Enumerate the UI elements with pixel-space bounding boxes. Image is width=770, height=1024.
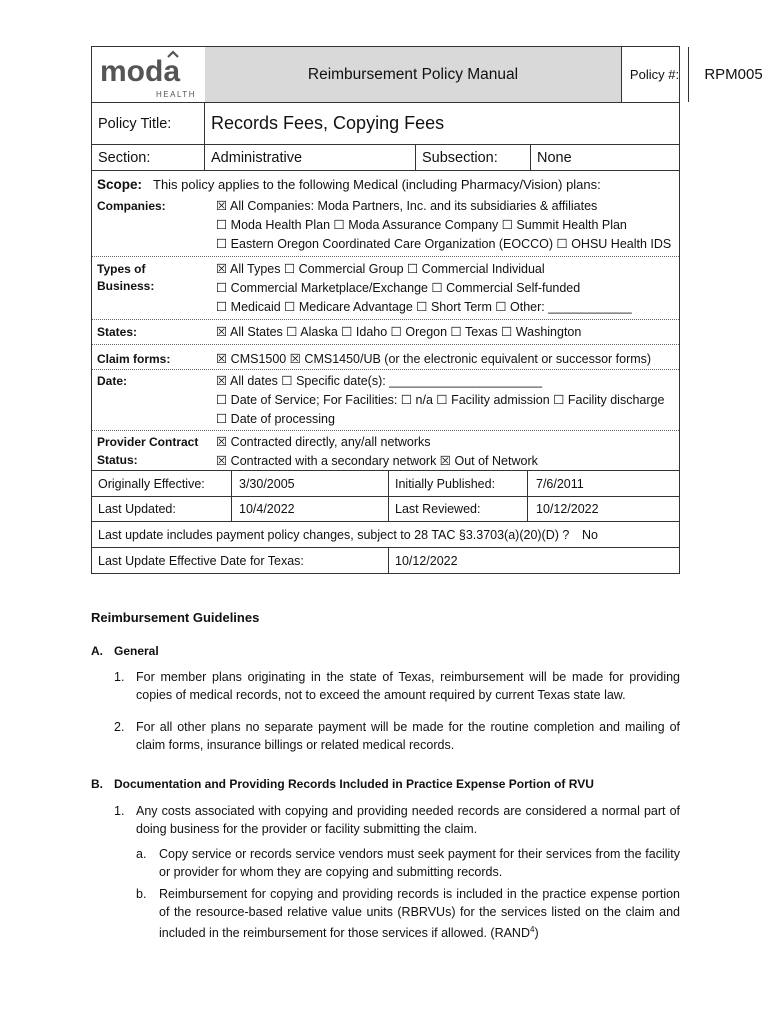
states-label: States: <box>97 325 138 339</box>
dates-row-2 <box>91 497 680 522</box>
date-label: Date: <box>97 374 128 388</box>
item-a2-text: For all other plans no separate payment will be made for the routine completion and mailing of claim forms, insurance billings or related medical records. <box>136 720 680 752</box>
companies-line-1: ☒ All Companies: Moda Partners, Inc. and its subsidiaries & affiliates <box>216 199 598 213</box>
dates-row-1 <box>91 470 680 497</box>
moda-logo-icon <box>92 47 205 102</box>
divider <box>92 369 679 370</box>
date-line-1: ☒ All dates ☐ Specific date(s): ______________________ <box>216 374 543 388</box>
section-a-title: General <box>114 644 159 658</box>
initially-published-value: 7/6/2011 <box>527 471 679 496</box>
moda-health-logo <box>92 47 206 102</box>
svg-text:moda: moda <box>100 55 181 88</box>
section-b-letter: B. <box>91 777 103 791</box>
divider <box>92 430 679 431</box>
types-line-1: ☒ All Types ☐ Commercial Group ☐ Commercial Individual <box>216 262 545 276</box>
subsection-value: None <box>530 145 679 170</box>
claim-forms-label: Claim forms: <box>97 352 171 366</box>
policy-title: Records Fees, Copying Fees <box>204 103 679 144</box>
types-label-1: Types of <box>97 262 146 276</box>
item-bb-end: ) <box>534 926 539 941</box>
header-table <box>91 46 763 103</box>
divider <box>92 256 679 257</box>
item-bb-text <box>159 885 680 942</box>
initially-published-label: Initially Published: <box>388 471 527 496</box>
provider-line-1: ☒ Contracted directly, any/all networks <box>216 435 431 449</box>
policy-number-label: Policy #: <box>621 47 689 102</box>
item-a1-number: 1. <box>114 670 125 684</box>
footnote-ref: 4 <box>530 925 535 934</box>
item-ba-text: Copy service or records service vendors must seek payment for their services from the facility or provider for whom they are copying and submitting records. <box>159 847 680 879</box>
divider <box>92 344 679 345</box>
texas-question: Last update includes payment policy changes, subject to 28 TAC §3.3703(a)(20)(D) ? <box>98 527 570 542</box>
item-b1-text: Any costs associated with copying and providing needed records are considered a normal part of doing business for the provider or facility submitting the claim. <box>136 804 680 836</box>
section-row <box>91 145 680 171</box>
item-ba-number: a. <box>136 847 147 861</box>
companies-label: Companies: <box>97 199 166 213</box>
date-line-2: ☐ Date of Service; For Facilities: ☐ n/a ☐ Facility admission ☐ Facility discharge <box>216 393 665 407</box>
originally-effective-label: Originally Effective: <box>98 476 205 491</box>
last-updated-label: Last Updated: <box>98 502 176 516</box>
last-updated-value: 10/4/2022 <box>231 497 388 521</box>
types-line-2: ☐ Commercial Marketplace/Exchange ☐ Commercial Self-funded <box>216 281 581 295</box>
item-bb-number: b. <box>136 887 147 901</box>
last-reviewed-value: 10/12/2022 <box>527 497 679 521</box>
item-a2-number: 2. <box>114 720 125 734</box>
texas-effective-row <box>91 548 680 574</box>
section-label: Section: <box>98 149 151 166</box>
types-label-2: Business: <box>97 279 155 293</box>
last-reviewed-label: Last Reviewed: <box>388 497 527 521</box>
texas-effective-value: 10/12/2022 <box>388 548 679 573</box>
section-b-title: Documentation and Providing Records Included in Practice Expense Portion of RVU <box>114 777 594 791</box>
provider-label-2: Status: <box>97 453 138 467</box>
originally-effective-value: 3/30/2005 <box>231 471 388 496</box>
companies-line-2: ☐ Moda Health Plan ☐ Moda Assurance Company ☐ Summit Health Plan <box>216 218 627 232</box>
states-value: ☒ All States ☐ Alaska ☐ Idaho ☐ Oregon ☐ Texas ☐ Washington <box>216 325 582 339</box>
item-b1-number: 1. <box>114 804 125 818</box>
claim-forms-value: ☒ CMS1500 ☒ CMS1450/UB (or the electronic equivalent or successor forms) <box>216 352 652 366</box>
scope-label: Scope: <box>97 177 143 192</box>
date-line-3: ☐ Date of processing <box>216 412 335 426</box>
item-bb-body: Reimbursement for copying and providing records is included in the practice expense portion of the resource-based relative value units (RBRVUs) for the services listed on the claim and included in the reimbursement for those services if allowed. (RAND <box>159 887 680 941</box>
policy-number: RPM005 <box>704 66 763 83</box>
provider-label-1: Provider Contract <box>97 435 199 449</box>
subsection-label: Subsection: <box>415 145 530 170</box>
section-value: Administrative <box>204 145 415 170</box>
reimbursement-guidelines-heading: Reimbursement Guidelines <box>91 610 260 625</box>
manual-title: Reimbursement Policy Manual <box>205 47 622 102</box>
svg-text:HEALTH: HEALTH <box>156 90 196 99</box>
section-a-letter: A. <box>91 644 103 658</box>
scope-text: This policy applies to the following Medical (including Pharmacy/Vision) plans: <box>153 177 601 192</box>
types-line-3: ☐ Medicaid ☐ Medicare Advantage ☐ Short Term ☐ Other: ____________ <box>216 300 632 314</box>
texas-effective-label: Last Update Effective Date for Texas: <box>98 553 304 568</box>
provider-line-2: ☒ Contracted with a secondary network ☒ Out of Network <box>216 454 538 468</box>
policy-title-row <box>91 103 680 145</box>
texas-question-row <box>91 522 680 548</box>
policy-title-label: Policy Title: <box>98 115 172 132</box>
divider <box>92 319 679 320</box>
item-a1-text: For member plans originating in the state of Texas, reimbursement will be made for providing copies of medical records, not to exceed the amount required by current Texas state law. <box>136 670 680 702</box>
companies-line-3: ☐ Eastern Oregon Coordinated Care Organization (EOCCO) ☐ OHSU Health IDS <box>216 237 672 251</box>
texas-answer: No <box>582 527 598 542</box>
